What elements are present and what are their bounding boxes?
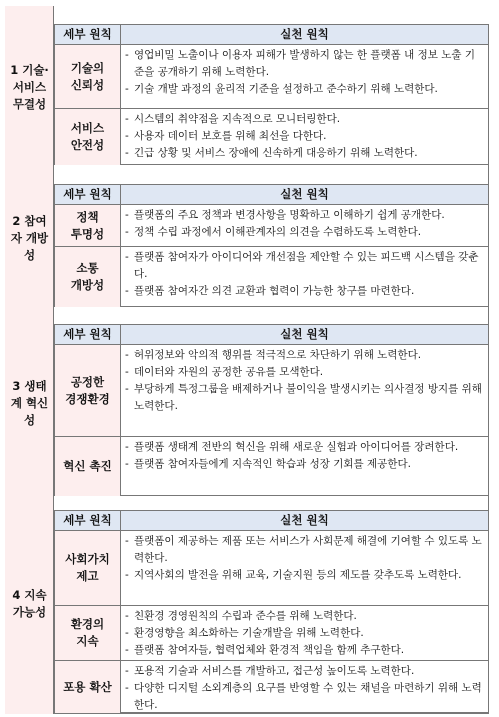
dash-bullet: - <box>125 209 129 221</box>
section-title-line: 3 생태 <box>12 379 47 393</box>
section-title-line: 4 지속 <box>12 588 47 602</box>
dash-bullet: - <box>125 610 129 622</box>
practice-text: 플랫폼 참여자간 의견 교환과 협력이 가능한 창구를 마련한다. <box>134 285 415 297</box>
sub-principle-line: 포용 확산 <box>63 679 112 694</box>
dash-bullet: - <box>125 535 129 547</box>
practice-list <box>121 437 488 496</box>
practice-item <box>125 439 484 456</box>
practice-item <box>125 224 484 241</box>
dash-bullet: - <box>125 349 129 361</box>
practice-text: 데이터와 자원의 공정한 공유를 모색한다. <box>134 366 324 378</box>
table-row <box>55 437 488 496</box>
header-practice-principle: 실천 원칙 <box>280 327 329 341</box>
sub-principle-line: 정책 <box>76 209 99 224</box>
section-title-line: 서비스 <box>12 80 47 94</box>
practice-item <box>125 283 484 300</box>
practice-item <box>125 608 484 625</box>
practice-list <box>121 345 488 436</box>
section-table <box>54 510 489 713</box>
practice-text: 환경영향을 최소화하는 기술개발을 위해 노력한다. <box>134 627 364 639</box>
dash-bullet: - <box>125 113 129 125</box>
practice-item <box>125 207 484 224</box>
section-title <box>5 587 54 621</box>
sub-principle-cell <box>55 45 121 108</box>
table-header <box>55 185 488 205</box>
practice-list <box>121 531 488 605</box>
header-practice-principle: 실천 원칙 <box>280 513 329 527</box>
table-row <box>55 247 488 307</box>
section-title <box>5 378 54 429</box>
sub-principle-line: 제고 <box>76 569 99 583</box>
table-header <box>55 511 488 531</box>
practice-text: 친환경 경영원칙의 수립과 준수를 위해 노력한다. <box>134 610 357 622</box>
sub-principle-cell <box>55 205 121 246</box>
practice-text: 긴급 상황 및 서비스 장애에 신속하게 대응하기 위해 노력한다. <box>134 147 418 159</box>
practice-text: 기술 개발 과정의 윤리적 기준을 설정하고 준수하기 위해 노력한다. <box>134 83 438 95</box>
dash-bullet: - <box>125 49 129 61</box>
dash-bullet: - <box>125 644 129 656</box>
sub-principle-line: 사회가치 <box>65 552 110 566</box>
practice-item <box>125 128 484 145</box>
practice-item <box>125 47 484 81</box>
sub-principle-line: 기술의 <box>70 60 105 75</box>
practice-item <box>125 567 484 584</box>
sub-principle-line: 혁신 촉진 <box>63 459 112 473</box>
section-title-line: 성 <box>23 413 36 427</box>
header-sub-principle: 세부 원칙 <box>55 185 121 204</box>
dash-bullet: - <box>125 682 129 694</box>
practice-text: 다양한 디지털 소외계층의 요구를 반영할 수 있는 채널을 마련하기 위해 노력한다. <box>134 682 482 711</box>
practice-item <box>125 145 484 162</box>
section-title-line: 성 <box>23 248 36 262</box>
practice-item <box>125 456 484 473</box>
practice-item <box>125 680 484 714</box>
sub-principle-line: 소통 <box>76 261 99 275</box>
dash-bullet: - <box>125 83 129 95</box>
section-table <box>54 24 489 165</box>
dash-bullet: - <box>125 458 129 470</box>
practice-list <box>121 205 488 246</box>
section-title-line: 계 혁신 <box>10 396 49 410</box>
practice-text: 포용적 기술과 서비스를 개발하고, 접근성 높이도록 노력한다. <box>134 665 415 677</box>
sub-principle-cell <box>55 661 121 713</box>
section-table <box>54 324 489 496</box>
practice-item <box>125 249 484 283</box>
dash-bullet: - <box>125 383 129 395</box>
dash-bullet: - <box>125 366 129 378</box>
sub-principle-cell <box>55 606 121 660</box>
sub-principle-line: 안전성 <box>70 138 105 152</box>
practice-text: 플랫폼 참여자들, 협력업체와 환경적 책임을 함께 추구한다. <box>134 644 405 656</box>
practice-item <box>125 663 484 680</box>
practice-list <box>121 109 488 165</box>
sub-principle-cell <box>55 109 121 165</box>
practice-item <box>125 111 484 128</box>
sub-principle-line: 환경의 <box>70 617 105 631</box>
practice-item <box>125 381 484 415</box>
table-row <box>55 109 488 165</box>
dash-bullet: - <box>125 251 129 263</box>
sub-principle-line: 공정한 <box>70 374 105 389</box>
practice-item <box>125 347 484 364</box>
practice-item <box>125 364 484 381</box>
sub-principle-cell <box>55 247 121 307</box>
table-row <box>55 661 488 713</box>
table-row <box>55 45 488 109</box>
practice-text: 시스템의 취약점을 지속적으로 모니터링한다. <box>134 113 341 125</box>
table-row <box>55 606 488 661</box>
section-title-line: 무결성 <box>12 97 47 111</box>
practice-item <box>125 81 484 98</box>
top-strip <box>54 6 489 24</box>
practice-text: 부당하게 특정그룹을 배제하거나 불이익을 발생시키는 의사결정 방지를 위해 노력한다. <box>134 383 482 412</box>
practice-text: 영업비밀 노출이나 이용자 피해가 발생하지 않는 한 플랫폼 내 정보 노출 기준을 공개하기 위해 노력한다. <box>134 49 476 78</box>
practice-text: 플랫폼 참여자가 아이디어와 개선점을 제안할 수 있는 피드백 시스템을 갖춘다. <box>134 251 479 280</box>
section-title <box>5 62 54 113</box>
practice-list <box>121 45 488 108</box>
practice-item <box>125 642 484 659</box>
practice-item <box>125 625 484 642</box>
header-sub-principle: 세부 원칙 <box>55 325 121 344</box>
practice-item <box>125 533 484 567</box>
table-header <box>55 325 488 345</box>
dash-bullet: - <box>125 226 129 238</box>
table-row <box>55 531 488 606</box>
dash-bullet: - <box>125 130 129 142</box>
practice-list <box>121 661 488 713</box>
header-sub-principle: 세부 원칙 <box>55 25 121 44</box>
table-header <box>55 25 488 45</box>
practice-list <box>121 606 488 660</box>
header-sub-principle: 세부 원칙 <box>55 511 121 530</box>
section-table <box>54 184 489 307</box>
dash-bullet: - <box>125 441 129 453</box>
sub-principle-line: 경쟁환경 <box>65 391 110 406</box>
table-row <box>55 345 488 437</box>
sub-principle-cell <box>55 531 121 605</box>
practice-text: 플랫폼이 제공하는 제품 또는 서비스가 사회문제 해결에 기여할 수 있도록 노력한다. <box>134 535 482 564</box>
practice-text: 플랫폼의 주요 정책과 변경사항을 명확하고 이해하기 쉽게 공개한다. <box>134 209 445 221</box>
header-practice-principle: 실천 원칙 <box>280 27 329 41</box>
dash-bullet: - <box>125 285 129 297</box>
practice-text: 플랫폼 참여자들에게 지속적인 학습과 성장 기회를 제공한다. <box>134 458 411 470</box>
section-title-line: 1 기술· <box>10 63 49 77</box>
sub-principle-cell <box>55 437 121 496</box>
practice-text: 플랫폼 생태계 전반의 혁신을 위해 새로운 실험과 아이디어를 장려한다. <box>134 441 459 453</box>
practice-text: 허위정보와 악의적 행위를 적극적으로 차단하기 위해 노력한다. <box>134 349 422 361</box>
practice-text: 지역사회의 발전을 위해 교육, 기술지원 등의 제도를 갖추도록 노력한다. <box>134 569 462 581</box>
header-practice-principle: 실천 원칙 <box>280 187 329 201</box>
dash-bullet: - <box>125 627 129 639</box>
sub-principle-line: 신뢰성 <box>70 77 105 92</box>
sub-principle-line: 서비스 <box>70 121 105 135</box>
section-title-line: 2 참여 <box>12 214 47 228</box>
sub-principle-cell <box>55 345 121 436</box>
section-title-line: 가능성 <box>12 605 47 619</box>
table-row <box>55 205 488 247</box>
section-title <box>5 213 54 264</box>
sub-principle-line: 개방성 <box>70 278 105 292</box>
practice-list <box>121 247 488 307</box>
dash-bullet: - <box>125 569 129 581</box>
section-title-line: 자 개방 <box>10 231 49 245</box>
dash-bullet: - <box>125 665 129 677</box>
sub-principle-line: 지속 <box>76 634 99 648</box>
sub-principle-line: 투명성 <box>70 226 105 241</box>
practice-text: 정책 수립 과정에서 이해관계자의 의견을 수렴하도록 노력한다. <box>134 226 422 238</box>
dash-bullet: - <box>125 147 129 159</box>
practice-text: 사용자 데이터 보호를 위해 최선을 다한다. <box>134 130 327 142</box>
